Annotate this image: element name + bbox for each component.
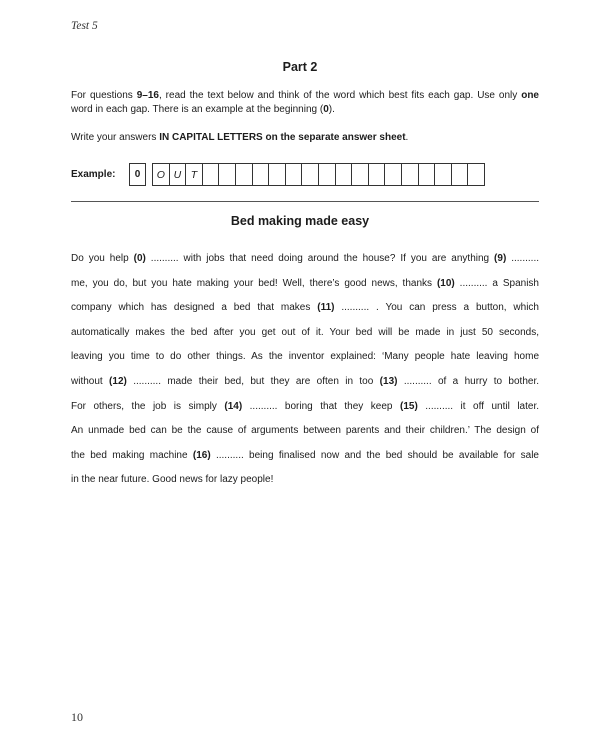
passage-line [71, 375, 539, 400]
example-number-box: 0 [129, 163, 146, 186]
passage-line [71, 277, 539, 302]
gap-number: (0) [133, 253, 146, 264]
passage-line [71, 252, 539, 277]
instr-text: ). [328, 104, 335, 115]
passage-text: For others, the job is simply [71, 400, 225, 412]
passage-text: An unmade bed can be the cause of arguments between parents and their children.’ The design of [71, 425, 539, 437]
letter-box [352, 164, 369, 185]
passage-text: .......... made their bed, but they are often in too [126, 375, 380, 387]
gap-number: (13) [379, 375, 398, 387]
letter-box: T [186, 164, 203, 185]
example-label: Example: [71, 169, 116, 180]
letter-box [369, 164, 386, 185]
gap-number: (9) [494, 253, 507, 264]
letter-box [468, 164, 485, 185]
passage-text: .......... it off until later. [417, 400, 540, 412]
instr-text: For questions [71, 90, 137, 101]
letter-box [286, 164, 303, 185]
letter-box [419, 164, 436, 185]
passage-line [71, 350, 539, 375]
answer-letter-boxes [152, 163, 485, 186]
gap-number: (16) [192, 449, 211, 461]
letter-box: O [153, 164, 170, 185]
instr-text: word in each gap. There is an example at the beginning ( [71, 104, 324, 115]
passage-text: .......... of a hurry to bother. [397, 375, 539, 387]
passage-line [71, 473, 539, 498]
instructions-paragraph-1 [71, 89, 539, 117]
test-label: Test 5 [71, 20, 98, 32]
passage-line [71, 400, 539, 425]
letter-box [452, 164, 469, 185]
passage-line [71, 449, 539, 474]
passage-text: .......... a Spanish [454, 277, 539, 289]
instr-question-range: 9–16 [136, 90, 159, 101]
letter-box [253, 164, 270, 185]
section-divider [71, 201, 539, 202]
part-title: Part 2 [282, 60, 318, 74]
instr-example-number: 0 [323, 104, 329, 115]
passage-text: Do you help [71, 253, 134, 264]
passage-text: .......... boring that they keep [242, 400, 400, 412]
gap-number: (12) [109, 375, 127, 387]
gap-number: (11) [317, 302, 335, 314]
instructions-paragraph-2 [71, 131, 539, 145]
passage-text: .......... [506, 253, 539, 264]
letter-box [435, 164, 452, 185]
letter-box [402, 164, 419, 185]
passage-text: .......... with jobs that need doing around the house? If you are anything [145, 253, 495, 264]
letter-box [319, 164, 336, 185]
passage-text: me, you do, but you hate making your bed! Well, there’s good news, thanks [71, 277, 437, 289]
instr-text: . [405, 132, 409, 143]
passage-line [71, 424, 539, 449]
passage-line [71, 301, 539, 326]
gap-number: (10) [436, 277, 455, 289]
instr-capital-letters: IN CAPITAL LETTERS on the separate answer sheet [159, 132, 406, 143]
gap-number: (14) [224, 400, 243, 412]
passage-text: .......... . You can press a button, which [334, 302, 539, 314]
letter-box [203, 164, 220, 185]
example-row [71, 163, 485, 186]
letter-box [302, 164, 319, 185]
instr-text: , read the text below and think of the word which best fits each gap. Use only [158, 90, 522, 101]
passage-text: .......... being finalised now and the bed should be available for sale [210, 449, 539, 461]
passage-text: automatically makes the bed after you get out of it. Your bed will be made in just 50 seconds, [71, 326, 539, 338]
passage-text: the bed making machine [71, 449, 193, 461]
gap-number: (15) [399, 400, 418, 412]
passage-text: in the near future. Good news for lazy people! [71, 474, 274, 486]
passage-line [71, 326, 539, 351]
passage-text: without [71, 375, 110, 387]
passage [71, 252, 539, 498]
letter-box [269, 164, 286, 185]
letter-box: U [170, 164, 187, 185]
instr-one-word: one [521, 90, 539, 101]
passage-text: leaving you time to do other things. As the inventor explained: ‘Many people hate leaving home [71, 351, 539, 363]
letter-box [385, 164, 402, 185]
passage-text: company which has designed a bed that makes [71, 302, 318, 314]
letter-box [336, 164, 353, 185]
text-title: Bed making made easy [230, 214, 370, 228]
letter-box [219, 164, 236, 185]
page-number: 10 [71, 710, 83, 724]
letter-box [236, 164, 253, 185]
instr-text: Write your answers [71, 132, 160, 143]
